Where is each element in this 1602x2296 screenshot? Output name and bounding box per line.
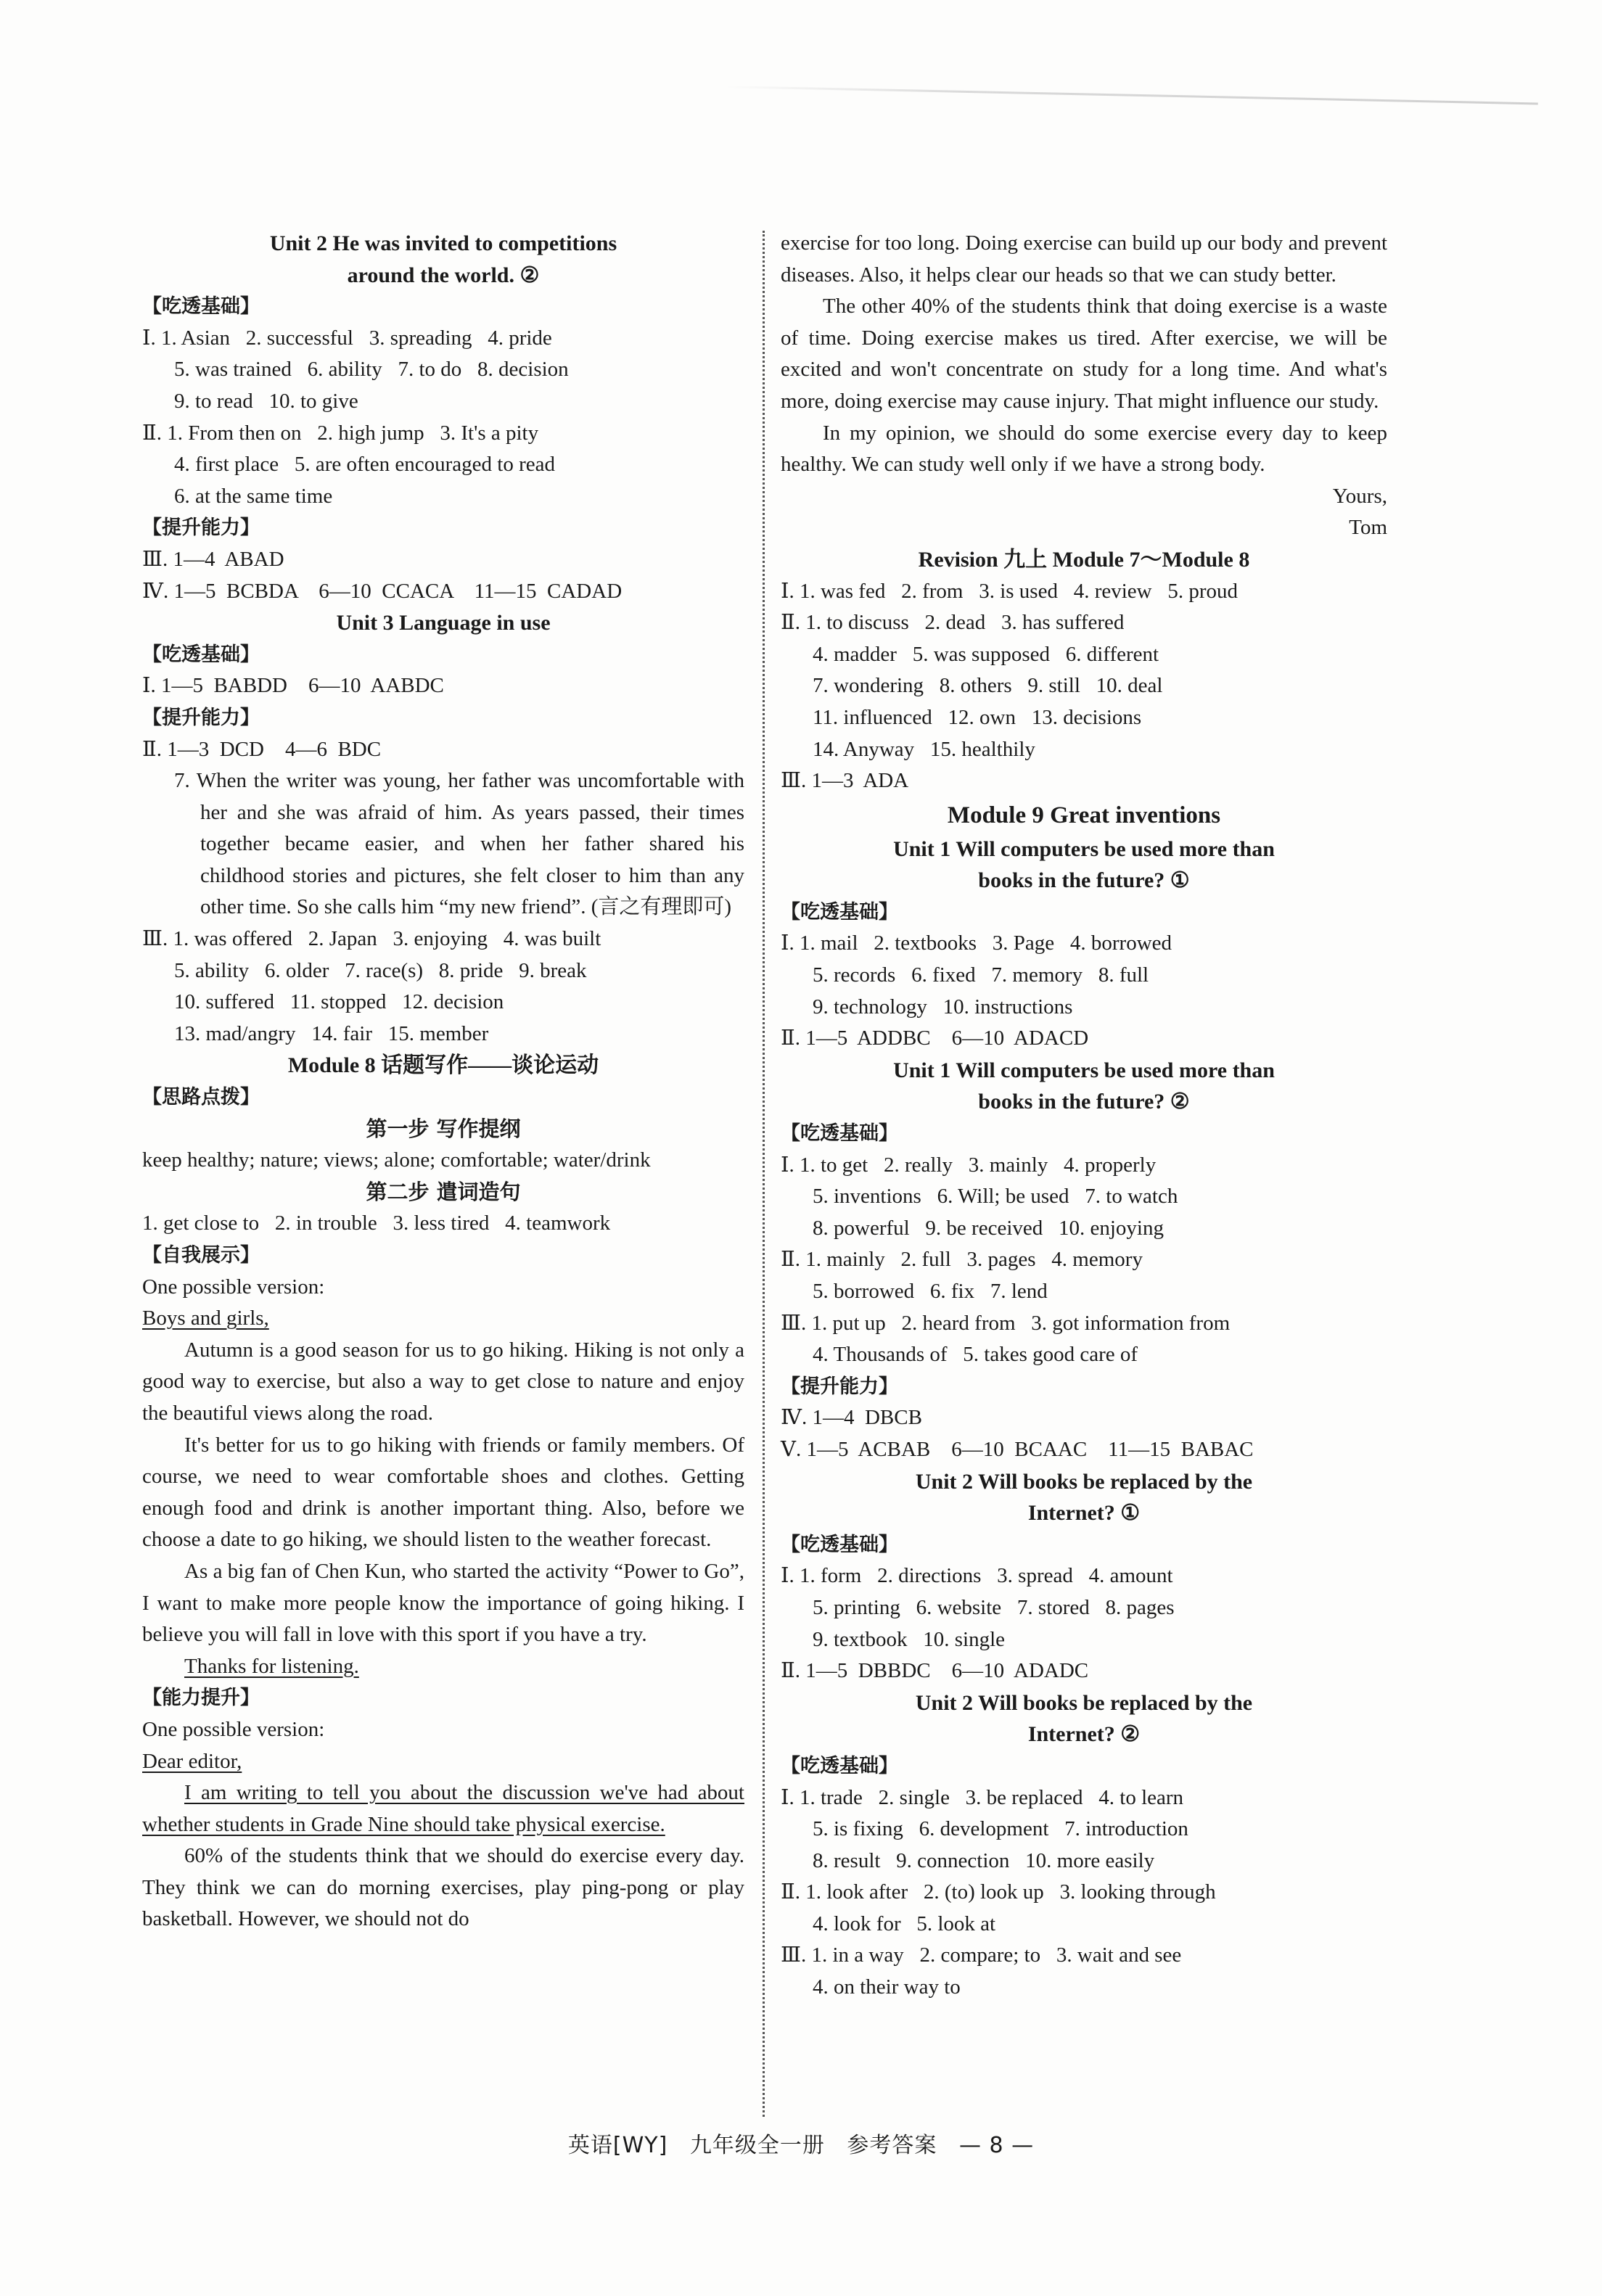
answer-line: Ⅲ. 1—3 ADA [781, 769, 909, 793]
step-title: 第二步 遣词造句 [366, 1179, 521, 1204]
answer-line: 4. Thousands of 5. takes good care of [813, 1343, 1138, 1367]
section-tag: 【吃透基础】 [142, 295, 260, 318]
answer-line: Ⅰ. 1. trade 2. single 3. be replaced 4. to learn [781, 1785, 1184, 1809]
answer-line: Ⅱ. 1. From then on 2. high jump 3. It's a pity [142, 421, 539, 445]
answer-line: Ⅳ. 1—5 BCBDA 6—10 CCACA 11—15 CADAD [142, 579, 623, 603]
scan-edge-line [726, 86, 1538, 104]
unit-title: Unit 2 He was invited to competitions [269, 231, 617, 255]
footer-subject: 英语[WY] [567, 2133, 668, 2158]
answer-line: Ⅰ. 1. Asian 2. successful 3. spreading 4. pride [142, 326, 552, 350]
answer-line: Ⅰ. 1—5 BABDD 6—10 AABDC [142, 674, 444, 698]
answer-line: 8. result 9. connection 10. more easily [813, 1848, 1155, 1872]
unit-title: Unit 2 Will books be replaced by the [915, 1469, 1253, 1494]
essay-paragraph: The other 40% of the students think that doing exercise is a waste of time. Doing exercise makes us tired. After exercise, we will be excited and won't concentrate on study for a long time. And what's more, doing exercise may cause injury. That might influence our study. [781, 295, 1387, 413]
answer-line: 9. technology 10. instructions [813, 995, 1073, 1019]
answer-line: 8. powerful 9. be received 10. enjoying [813, 1216, 1164, 1240]
answer-line: Ⅱ. 1. look after 2. (to) look up 3. looking through [781, 1880, 1216, 1904]
greeting: Boys and girls, [142, 1307, 269, 1330]
revision-title: Revision 九上 Module 7～Module 8 [918, 547, 1250, 572]
section-tag: 【吃透基础】 [781, 900, 898, 923]
answer-line: One possible version: [142, 1275, 325, 1299]
answer-line: Ⅰ. 1. mail 2. textbooks 3. Page 4. borrowed [781, 931, 1172, 955]
column-divider [763, 231, 765, 2117]
answer-line: 14. Anyway 15. healthily [813, 737, 1035, 761]
answer-line: Ⅱ. 1. to discuss 2. dead 3. has suffered [781, 611, 1125, 635]
unit-title: books in the future? ② [978, 1090, 1190, 1114]
answer-line: 4. look for 5. look at [813, 1912, 996, 1935]
section-tag: 【吃透基础】 [781, 1122, 898, 1145]
section-tag: 【能力提升】 [142, 1687, 260, 1710]
answer-line: Ⅱ. 1—3 DCD 4—6 BDC [142, 737, 382, 761]
unit-title: Unit 2 Will books be replaced by the [915, 1690, 1253, 1715]
answer-line: Ⅰ. 1. form 2. directions 3. spread 4. amount [781, 1564, 1173, 1588]
answer-line: 11. influenced 12. own 13. decisions [813, 705, 1142, 729]
answer-line: 9. to read 10. to give [174, 389, 358, 413]
answer-line: 5. borrowed 6. fix 7. lend [813, 1280, 1048, 1303]
page-footer [0, 2127, 1602, 2159]
essay-paragraph: exercise for too long. Doing exercise can build up our body and prevent diseases. Also, it helps clear our heads so that we can study better. [781, 231, 1387, 287]
answer-line: 5. records 6. fixed 7. memory 8. full [813, 963, 1149, 987]
answer-line: 7. wondering 8. others 9. still 10. deal [813, 674, 1163, 698]
answer-line: Ⅱ. 1. mainly 2. full 3. pages 4. memory [781, 1248, 1143, 1272]
section-tag: 【吃透基础】 [781, 1754, 898, 1777]
answer-line: 5. is fixing 6. development 7. introduction [813, 1817, 1188, 1841]
answer-line: Ⅰ. 1. was fed 2. from 3. is used 4. review 5. proud [781, 579, 1239, 603]
answer-line: Ⅲ. 1. in a way 2. compare; to 3. wait and see [781, 1943, 1182, 1967]
essay-paragraph: In my opinion, we should do some exercise every day to keep healthy. We can study well only if we have a strong body. [781, 421, 1387, 477]
left-column [142, 228, 744, 2158]
unit-title: Internet? ② [1027, 1722, 1141, 1747]
answer-line: Ⅴ. 1—5 ACBAB 6—10 BCAAC 11—15 BABAC [781, 1437, 1254, 1461]
answer-line: 5. was trained 6. ability 7. to do 8. decision [174, 358, 569, 382]
step-title: 第一步 写作提纲 [366, 1116, 521, 1141]
answer-line: 13. mad/angry 14. fair 15. member [174, 1021, 489, 1045]
module-title: Module 9 Great inventions [947, 802, 1221, 828]
essay-paragraph: I am writing to tell you about the discussion we've had about whether students in Grade Nine should take physical exercise. [142, 1781, 744, 1836]
essay-paragraph: It's better for us to go hiking with friends or family members. Of course, we need to wear comfortable shoes and clothes. Getting enough food and drink is another important thing. Also, before we choose a date to go hiking, we should listen to the weather forecast. [142, 1433, 744, 1552]
section-tag: 【吃透基础】 [781, 1533, 898, 1556]
unit-title: around the world. ② [347, 263, 540, 287]
essay-paragraph: 60% of the students think that we should do exercise every day. They think we can do morning exercises, play ping-pong or play basketball. However, we should not do [142, 1844, 744, 1931]
section-tag: 【思路点拨】 [142, 1086, 260, 1109]
signature-closing: Yours, [1332, 484, 1387, 508]
answer-line: Ⅱ. 1—5 DBBDC 6—10 ADADC [781, 1659, 1089, 1683]
section-tag: 【提升能力】 [142, 517, 260, 540]
answer-line: Ⅲ. 1. was offered 2. Japan 3. enjoying 4. was built [142, 927, 601, 951]
footer-kind: 参考答案 [847, 2133, 937, 2158]
signature-name: Tom [1349, 516, 1387, 540]
answer-line: 5. ability 6. older 7. race(s) 8. pride 9. break [174, 958, 587, 982]
answer-line: 5. inventions 6. Will; be used 7. to watch [813, 1185, 1178, 1209]
answer-paragraph: keep healthy; nature; views; alone; comfortable; water/drink [142, 1148, 651, 1172]
answer-line: 4. madder 5. was supposed 6. different [813, 642, 1159, 666]
section-tag: 【提升能力】 [142, 706, 260, 729]
answer-line: 6. at the same time [174, 484, 333, 508]
right-column [781, 228, 1387, 2158]
answer-line: Ⅲ. 1—4 ABAD [142, 547, 284, 571]
unit-title: Internet? ① [1027, 1501, 1141, 1526]
answer-line: 1. get close to 2. in trouble 3. less tired 4. teamwork [142, 1211, 611, 1235]
answer-line: Ⅳ. 1—4 DBCB [781, 1406, 922, 1430]
answer-line: 9. textbook 10. single [813, 1627, 1006, 1651]
page-number: — 8 — [958, 2133, 1035, 2158]
unit-title: books in the future? ① [978, 868, 1190, 893]
footer-grade: 九年级全一册 [689, 2133, 825, 2158]
module-title: Module 8 话题写作——谈论运动 [287, 1053, 599, 1078]
section-tag: 【自我展示】 [142, 1244, 260, 1267]
greeting: Dear editor, [142, 1749, 242, 1773]
closing-line: Thanks for listening. [184, 1654, 359, 1678]
answer-line: Ⅱ. 1—5 ADDBC 6—10 ADACD [781, 1026, 1089, 1050]
answer-line: One possible version: [142, 1717, 325, 1741]
answer-line: Ⅰ. 1. to get 2. really 3. mainly 4. properly [781, 1153, 1157, 1177]
essay-paragraph: Autumn is a good season for us to go hiking. Hiking is not only a good way to exercise, but also a way to get close to nature and enjoy the beautiful views along the road. [142, 1338, 744, 1425]
unit-title: Unit 1 Will computers be used more than [893, 836, 1275, 861]
essay-paragraph: As a big fan of Chen Kun, who started the activity “Power to Go”, I want to make more people know the importance of going hiking. I believe you will fall in love with this sport if you have a try. [142, 1559, 744, 1647]
answer-line: 5. printing 6. website 7. stored 8. pages [813, 1595, 1175, 1619]
answer-line: 4. first place 5. are often encouraged to read [174, 453, 555, 477]
answer-line: Ⅲ. 1. put up 2. heard from 3. got information from [781, 1311, 1231, 1335]
section-tag: 【吃透基础】 [142, 643, 260, 666]
answer-line: 10. suffered 11. stopped 12. decision [174, 990, 504, 1014]
answer-line: 4. on their way to [813, 1975, 961, 1999]
section-tag: 【提升能力】 [781, 1375, 898, 1398]
answer-paragraph: 7. When the writer was young, her father was uncomfortable with her and she was afraid of him. As years passed, their times together became easier, and when her father shared his childhood stories and pictures, she felt closer to him than any other time. So she calls him “my new friend”. (言之有理即可) [174, 769, 744, 919]
unit-title: Unit 1 Will computers be used more than [893, 1058, 1275, 1082]
unit-title: Unit 3 Language in use [336, 611, 551, 635]
